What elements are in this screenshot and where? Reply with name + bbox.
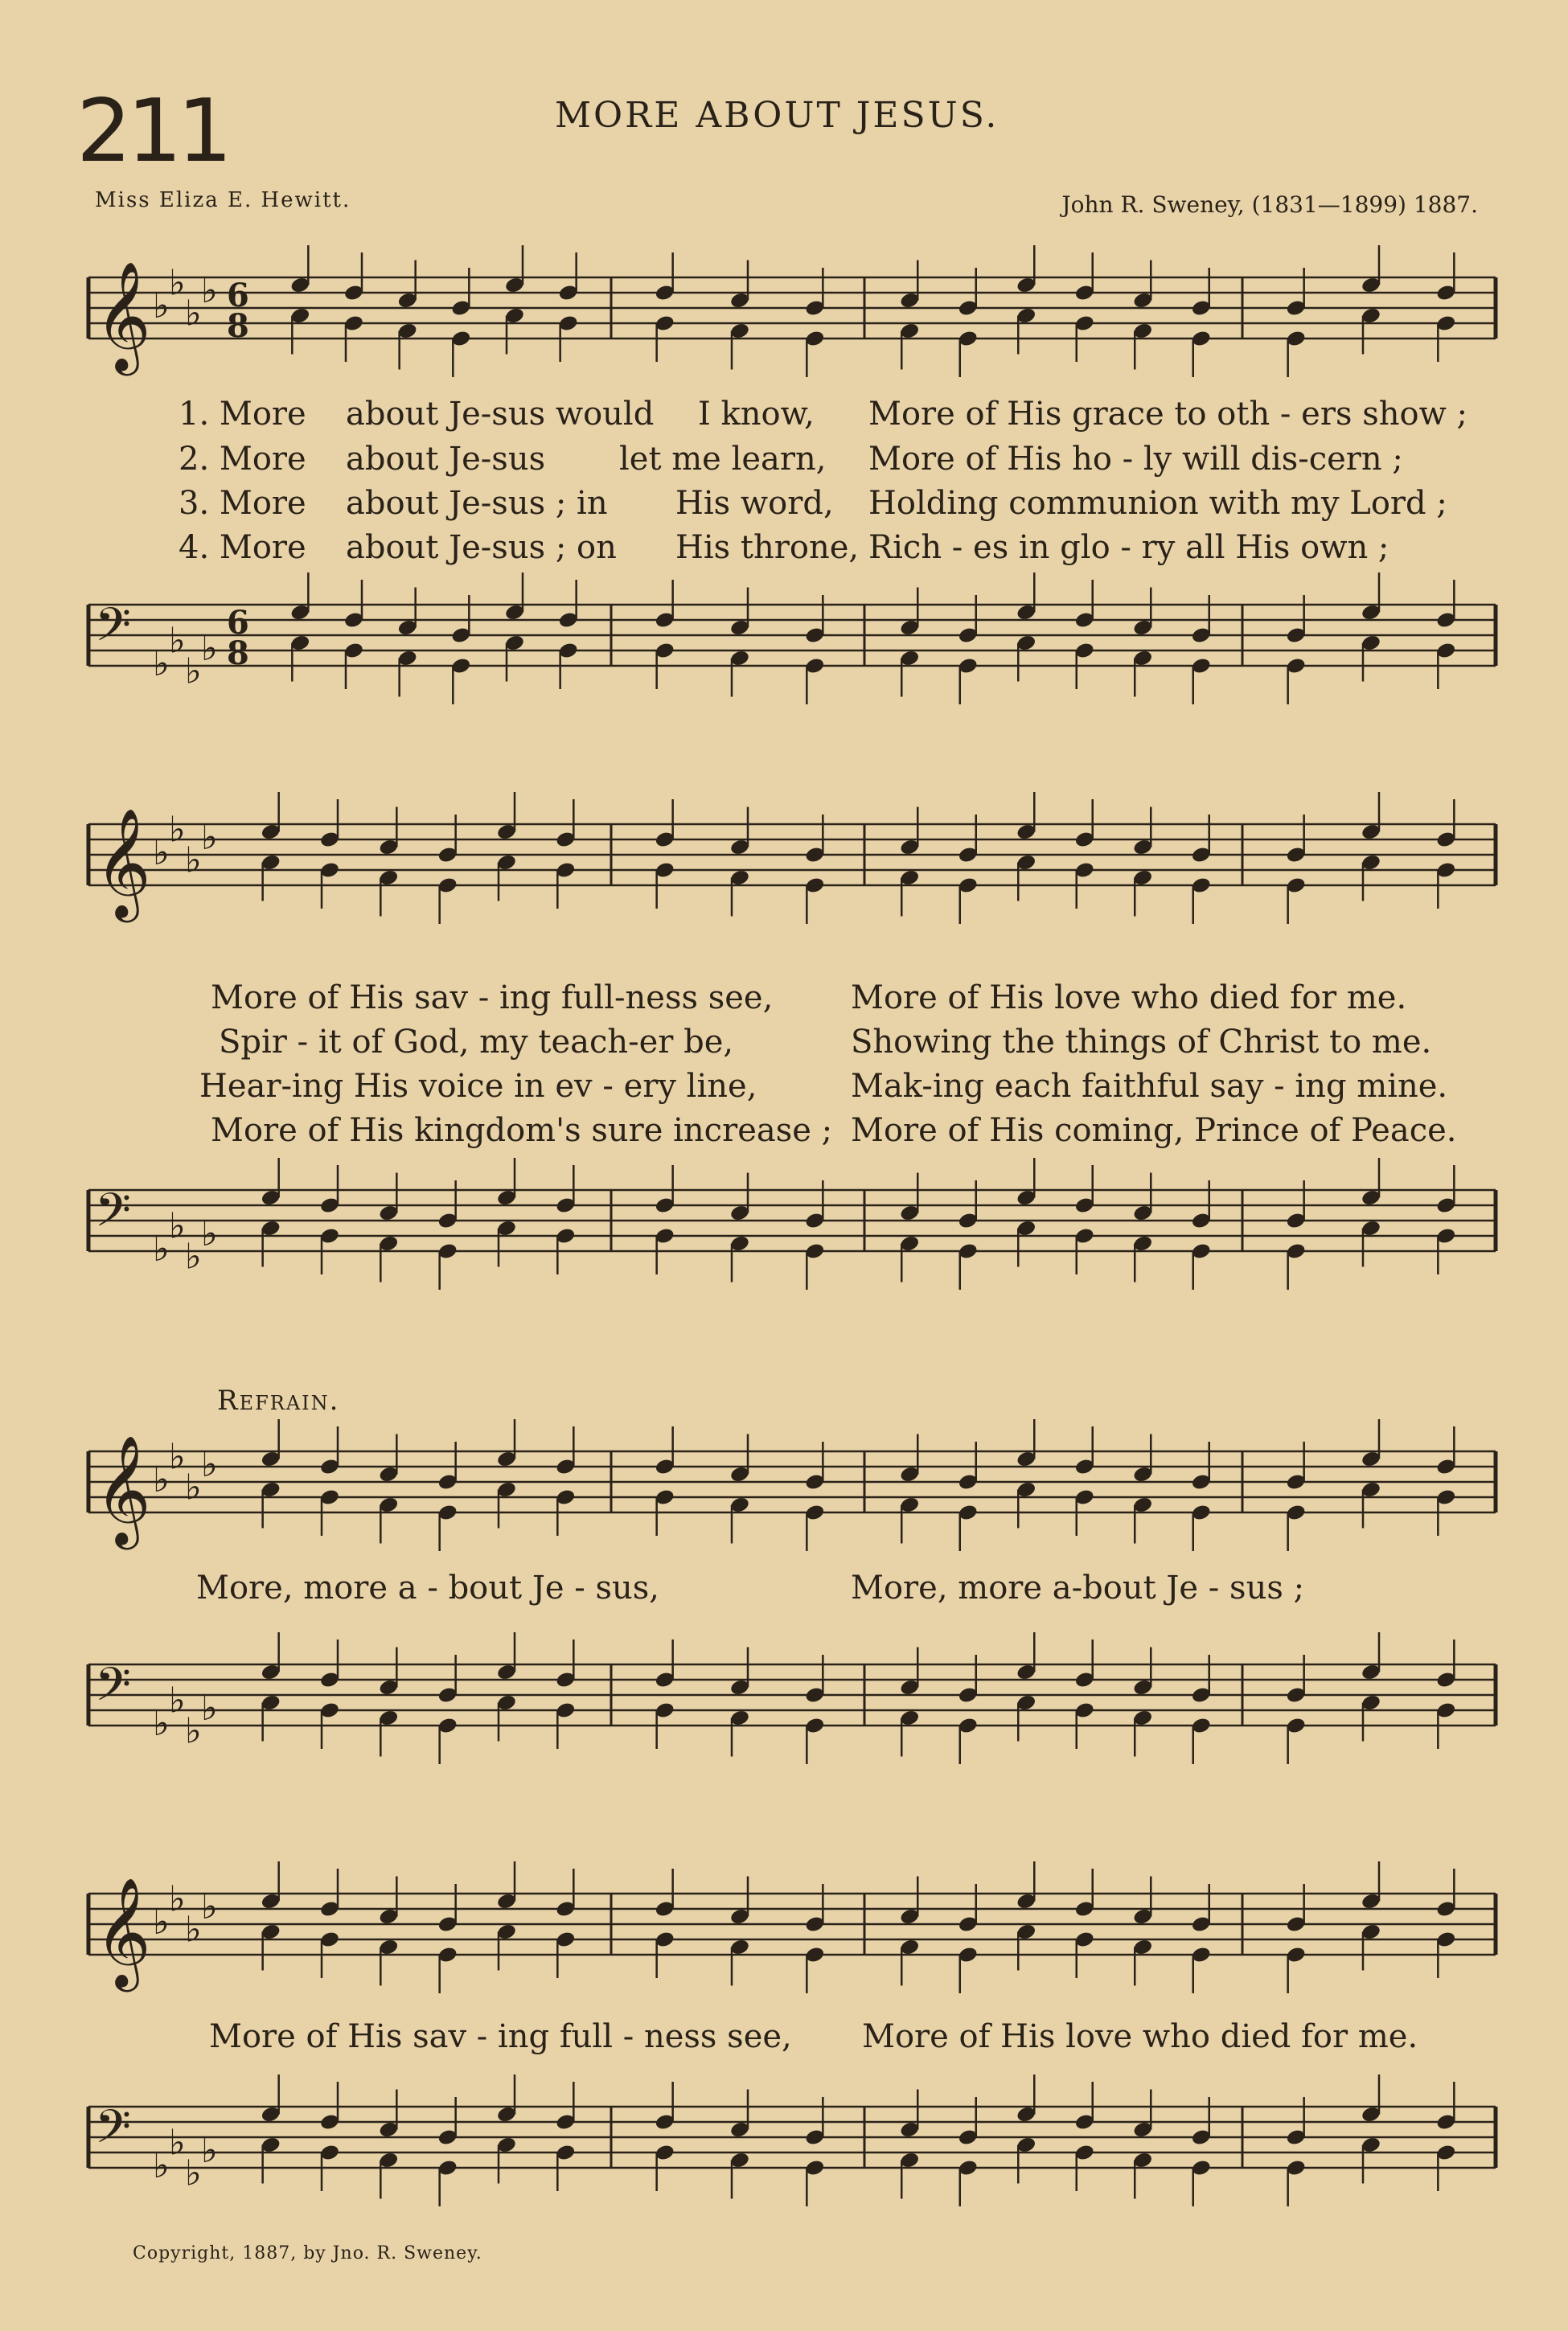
- lyric-segment: More, more a - bout Je - sus,: [196, 1570, 659, 1607]
- verse-line-7: [0, 1068, 1568, 1111]
- lyric-segment: 1. More: [179, 396, 306, 433]
- lyric-segment: More of His love who died for me.: [862, 2018, 1418, 2055]
- verse-line-8: [0, 1112, 1568, 1155]
- hymn-number: 211: [76, 81, 228, 182]
- treble-clef-icon: 𝄞: [95, 1434, 151, 1545]
- bass-clef-icon: 𝄢: [95, 597, 132, 663]
- time-signature-bottom: 8: [227, 307, 249, 345]
- lyric-segment: Hear-ing His voice in ev - ery line,: [199, 1068, 757, 1105]
- lyric-segment: about Je-sus would: [346, 396, 655, 433]
- bass-staff-1: [0, 572, 1568, 725]
- lyric-segment: His word,: [675, 485, 834, 522]
- flat-icon: ♭: [185, 839, 202, 881]
- treble-clef-icon: 𝄞: [95, 1876, 151, 1987]
- flat-icon: ♭: [201, 2130, 218, 2171]
- lyric-segment: More of His kingdom's sure increase ;: [211, 1112, 833, 1149]
- verse-line-1: [0, 396, 1568, 439]
- flat-icon: ♭: [201, 1213, 218, 1254]
- bass-staff-3: [0, 1632, 1568, 1785]
- verse-line-5: [0, 979, 1568, 1023]
- flat-icon: ♭: [185, 1710, 202, 1752]
- treble-staff-4: [0, 1861, 1568, 2014]
- author-credit: Miss Eliza E. Hewitt.: [95, 188, 351, 212]
- verse-line-3: [0, 485, 1568, 528]
- lyric-segment: let me learn,: [619, 441, 827, 478]
- lyric-segment: Showing the things of Christ to me.: [851, 1024, 1432, 1061]
- staff-svg: [0, 2075, 1568, 2227]
- flat-icon: ♭: [153, 1703, 170, 1744]
- treble-staff-3: [0, 1419, 1568, 1572]
- flat-icon: ♭: [185, 293, 202, 334]
- lyric-segment: More of His coming, Prince of Peace.: [851, 1112, 1457, 1149]
- bass-clef-icon: 𝄢: [95, 1183, 132, 1249]
- flat-icon: ♭: [153, 1459, 170, 1500]
- lyric-segment: His throne,: [675, 529, 860, 566]
- treble-staff-2: [0, 792, 1568, 945]
- lyric-segment: More of His ho - ly will dis-cern ;: [868, 441, 1403, 478]
- verse-line-6: [0, 1024, 1568, 1067]
- lyric-segment: I know,: [698, 396, 815, 433]
- verse-line-4: [0, 529, 1568, 572]
- refrain-line-1: [0, 1570, 1568, 1613]
- flat-icon: ♭: [201, 1688, 218, 1729]
- flat-icon: ♭: [185, 650, 202, 692]
- bass-staff-2: [0, 1158, 1568, 1311]
- flat-icon: ♭: [169, 1436, 186, 1478]
- lyric-segment: about Je-sus ; in: [346, 485, 608, 522]
- staff-svg: [0, 792, 1568, 945]
- flat-icon: ♭: [169, 1205, 186, 1247]
- lyric-segment: 4. More: [179, 529, 306, 566]
- flat-icon: ♭: [153, 285, 170, 326]
- flat-icon: ♭: [153, 1229, 170, 1270]
- flat-icon: ♭: [201, 270, 218, 311]
- bass-staff-4: [0, 2075, 1568, 2227]
- staff-svg: [0, 1861, 1568, 2014]
- copyright-notice: Copyright, 1887, by Jno. R. Sweney.: [133, 2243, 482, 2263]
- flat-icon: ♭: [169, 262, 186, 304]
- lyric-segment: More of His grace to oth - ers show ;: [868, 396, 1467, 433]
- staff-svg: [0, 1632, 1568, 1785]
- staff-svg: [0, 1419, 1568, 1572]
- flat-icon: ♭: [201, 1444, 218, 1485]
- flat-icon: ♭: [153, 2145, 170, 2186]
- bass-clef-icon: 𝄢: [95, 2099, 132, 2165]
- lyric-segment: Holding communion with my Lord ;: [868, 485, 1447, 522]
- staff-svg: [0, 245, 1568, 398]
- lyric-segment: More, more a-bout Je - sus ;: [851, 1570, 1305, 1607]
- verse-line-2: [0, 441, 1568, 484]
- flat-icon: ♭: [185, 1236, 202, 1278]
- lyric-segment: More of His sav - ing full-ness see,: [211, 979, 774, 1016]
- lyric-segment: Mak-ing each faithful say - ing mine.: [851, 1068, 1448, 1105]
- flat-icon: ♭: [169, 809, 186, 851]
- time-signature-bottom: 8: [227, 634, 249, 672]
- lyric-segment: More of His sav - ing full - ness see,: [209, 2018, 792, 2055]
- refrain-label: Refrain.: [217, 1385, 340, 1417]
- staff-svg: [0, 572, 1568, 725]
- lyric-segment: 3. More: [179, 485, 306, 522]
- flat-icon: ♭: [201, 628, 218, 669]
- treble-staff-1: [0, 245, 1568, 398]
- flat-icon: ♭: [169, 1680, 186, 1722]
- lyric-segment: about Je-sus ; on: [346, 529, 617, 566]
- lyric-segment: Spir - it of God, my teach-er be,: [219, 1024, 734, 1061]
- flat-icon: ♭: [201, 1886, 218, 1927]
- lyric-segment: 2. More: [179, 441, 306, 478]
- lyric-segment: More of His love who died for me.: [851, 979, 1407, 1016]
- bass-clef-icon: 𝄢: [95, 1657, 132, 1723]
- refrain-line-2: [0, 2018, 1568, 2062]
- flat-icon: ♭: [153, 643, 170, 684]
- treble-clef-icon: 𝄞: [95, 260, 151, 371]
- time-signature-top: 6: [227, 277, 249, 314]
- lyric-segment: about Je-sus: [346, 441, 546, 478]
- time-signature-top: 6: [227, 604, 249, 642]
- lyric-segment: Rich - es in glo - ry all His own ;: [868, 529, 1389, 566]
- flat-icon: ♭: [201, 817, 218, 858]
- flat-icon: ♭: [169, 1878, 186, 1920]
- treble-clef-icon: 𝄞: [95, 806, 151, 917]
- flat-icon: ♭: [169, 620, 186, 662]
- staff-svg: [0, 1158, 1568, 1311]
- flat-icon: ♭: [153, 832, 170, 873]
- flat-icon: ♭: [185, 1909, 202, 1951]
- flat-icon: ♭: [185, 1467, 202, 1508]
- composer-credit: John R. Sweney, (1831—1899) 1887.: [1061, 191, 1478, 218]
- flat-icon: ♭: [185, 2152, 202, 2194]
- flat-icon: ♭: [153, 1902, 170, 1943]
- hymn-title: MORE ABOUT JESUS.: [555, 95, 999, 136]
- flat-icon: ♭: [169, 2122, 186, 2164]
